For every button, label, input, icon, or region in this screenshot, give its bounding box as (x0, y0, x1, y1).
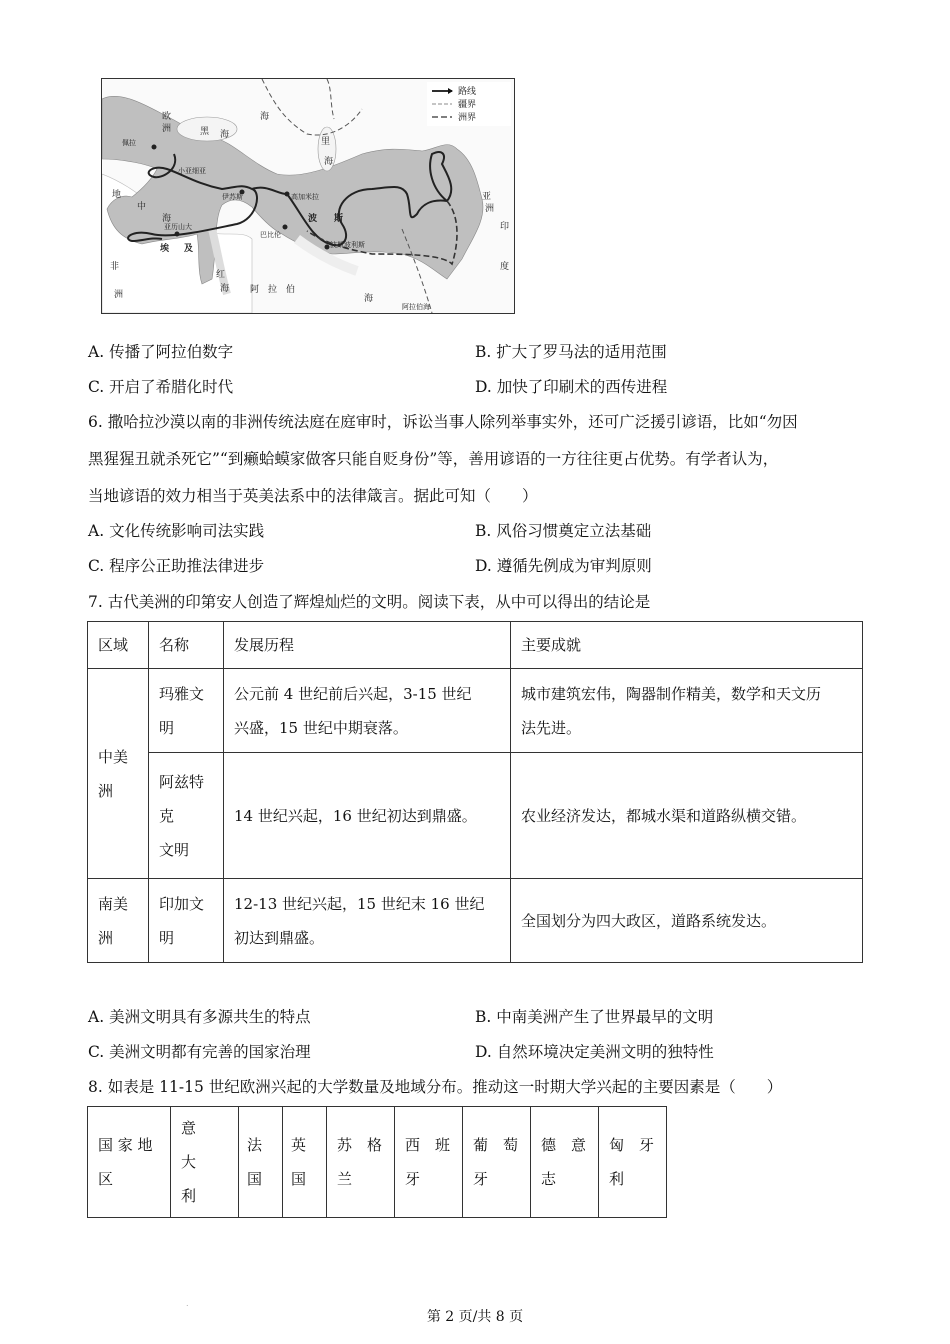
label-europe-a: 欧 (162, 112, 172, 122)
q7-header-name: 名称 (149, 622, 224, 669)
q7-stem: 7. 古代美洲的印第安人创造了辉煌灿烂的文明。阅读下表，从中可以得出的结论是 (88, 593, 651, 611)
q7-name-maya: 玛雅文 明 (149, 669, 224, 753)
q5-option-b[interactable]: B. 扩大了罗马法的适用范围 (475, 343, 667, 361)
legend-route: 路线 (458, 87, 477, 97)
q6-stem-line-1: 6. 撒哈拉沙漠以南的非洲传统法庭在庭审时，诉讼当事人除列举事实外，还可广泛援引谚语，比如“勿因 (88, 413, 798, 431)
label-arabian-sea: 阿拉伯海 (402, 303, 430, 311)
table-row (88, 879, 863, 963)
q7-option-d[interactable]: D. 自然环境决定美洲文明的独特性 (475, 1043, 714, 1061)
label-troy: 小亚细亚 (178, 167, 206, 175)
q8-header-germany: 德 意 志 (531, 1107, 599, 1218)
q7-achievement-aztec: 农业经济发达，都城水渠和道路纵横交错。 (511, 753, 863, 879)
q6-option-d[interactable]: D. 遵循先例成为审判原则 (475, 557, 652, 575)
label-india-b: 度 (500, 262, 510, 272)
q7-table (87, 621, 863, 963)
q5-option-a[interactable]: A. 传播了阿拉伯数字 (88, 343, 234, 361)
q8-header-portugal: 葡 萄 牙 (463, 1107, 531, 1218)
label-alexandria: 亚历山大 (164, 223, 192, 231)
q6-option-a[interactable]: A. 文化传统影响司法实践 (88, 522, 265, 540)
q7-achievement-maya: 城市建筑宏伟，陶器制作精美，数学和天文历 法先进。 (511, 669, 863, 753)
q8-header-france: 法国 (239, 1107, 283, 1218)
label-india-a: 印 (500, 222, 510, 232)
label-persepolis: 波斯波利斯 (330, 241, 365, 249)
label-sea-bottom: 海 (364, 294, 374, 304)
q6-option-c[interactable]: C. 程序公正助推法律进步 (88, 557, 265, 575)
q7-history-aztec: 14 世纪兴起，16 世纪初达到鼎盛。 (224, 753, 511, 879)
label-asia-a: 亚 (482, 192, 492, 202)
page-footer: 第 2 页/共 8 页 (426, 1309, 524, 1325)
table-row (88, 1107, 667, 1218)
q7-achievement-inca: 全国划分为四大政区，道路系统发达。 (511, 879, 863, 963)
q7-option-a[interactable]: A. 美洲文明具有多源共生的特点 (88, 1008, 311, 1026)
label-black-sea-b: 海 (220, 130, 230, 140)
q7-option-b[interactable]: B. 中南美洲产生了世界最早的文明 (475, 1008, 714, 1026)
q7-header-history: 发展历程 (224, 622, 511, 669)
label-africa-a: 非 (110, 262, 120, 272)
q8-header-scotland: 苏 格 兰 (327, 1107, 395, 1218)
label-asia-b: 洲 (485, 204, 495, 214)
label-med-c: 海 (162, 214, 172, 224)
q8-header-italy: 意 大 利 (171, 1107, 239, 1218)
q8-stem: 8. 如表是 11-15 世纪欧洲兴起的大学数量及地域分布。推动这一时期大学兴起的主要因素是（ ） (88, 1078, 783, 1096)
q7-option-c[interactable]: C. 美洲文明都有完善的国家治理 (88, 1043, 311, 1061)
q8-header-country: 国 家 地 区 (88, 1107, 171, 1218)
map-legend (427, 82, 511, 126)
q6-stem-line-2: 黑猩猩丑就杀死它”“到癞蛤蟆家做客只能自贬身份”等，善用谚语的一方往往更占优势。有学者认为， (88, 450, 779, 468)
label-red-sea-b: 海 (220, 284, 230, 294)
label-africa-b: 洲 (114, 290, 124, 300)
label-black-sea-a: 黑 (200, 127, 210, 137)
label-caspian-a: 里 (321, 137, 331, 147)
label-med-a: 地 (112, 190, 122, 200)
label-issus: 伊苏斯 (222, 193, 243, 201)
q7-header-region: 区域 (88, 622, 149, 669)
label-caspian-b: 海 (324, 157, 334, 167)
label-med-b: 中 (137, 202, 147, 212)
label-sea-top: 海 (260, 112, 270, 122)
q8-table (87, 1106, 667, 1218)
label-red-sea-a: 红 (216, 270, 226, 280)
label-persia-a: 波 (308, 214, 318, 224)
label-babylon: 巴比伦 (260, 231, 281, 239)
table-row (88, 753, 863, 879)
q7-history-maya: 公元前 4 世纪前后兴起，3-15 世纪 兴盛，15 世纪中期衰落。 (224, 669, 511, 753)
label-arabia-a: 阿 (250, 285, 260, 295)
label-arabia-c: 伯 (286, 285, 296, 295)
map-svg (102, 79, 514, 313)
q8-header-hungary: 匈 牙 利 (599, 1107, 667, 1218)
table-row (88, 669, 863, 753)
legend-border: 疆界 (458, 100, 477, 110)
label-gaugamela: 高加米拉 (291, 193, 319, 201)
q5-option-d[interactable]: D. 加快了印刷术的西传进程 (475, 378, 668, 396)
q8-header-spain: 西 班 牙 (395, 1107, 463, 1218)
label-europe-b: 洲 (162, 124, 172, 134)
label-egypt-a: 埃 (160, 244, 170, 254)
q8-header-england: 英国 (283, 1107, 327, 1218)
label-arabia-b: 拉 (268, 285, 278, 295)
q7-region-south: 南美 洲 (88, 879, 149, 963)
label-persia-b: 斯 (334, 214, 344, 224)
legend-continent: 洲界 (458, 113, 477, 123)
q6-option-b[interactable]: B. 风俗习惯奠定立法基础 (475, 522, 652, 540)
q7-history-inca: 12-13 世纪兴起，15 世纪末 16 世纪 初达到鼎盛。 (224, 879, 511, 963)
q7-name-aztec: 阿兹特 克 文明 (149, 753, 224, 879)
q7-name-inca: 印加文 明 (149, 879, 224, 963)
alexander-map (101, 78, 515, 314)
q6-stem-line-3: 当地谚语的效力相当于英美法系中的法律箴言。据此可知（ ） (88, 487, 538, 505)
label-pella: 佩拉 (122, 139, 136, 147)
table-header-row (88, 622, 863, 669)
q5-option-c[interactable]: C. 开启了希腊化时代 (88, 378, 234, 396)
label-egypt-b: 及 (184, 244, 194, 254)
q7-region-central: 中美 洲 (88, 669, 149, 879)
footer-dot: . (186, 1299, 189, 1308)
q7-header-achievement: 主要成就 (511, 622, 863, 669)
